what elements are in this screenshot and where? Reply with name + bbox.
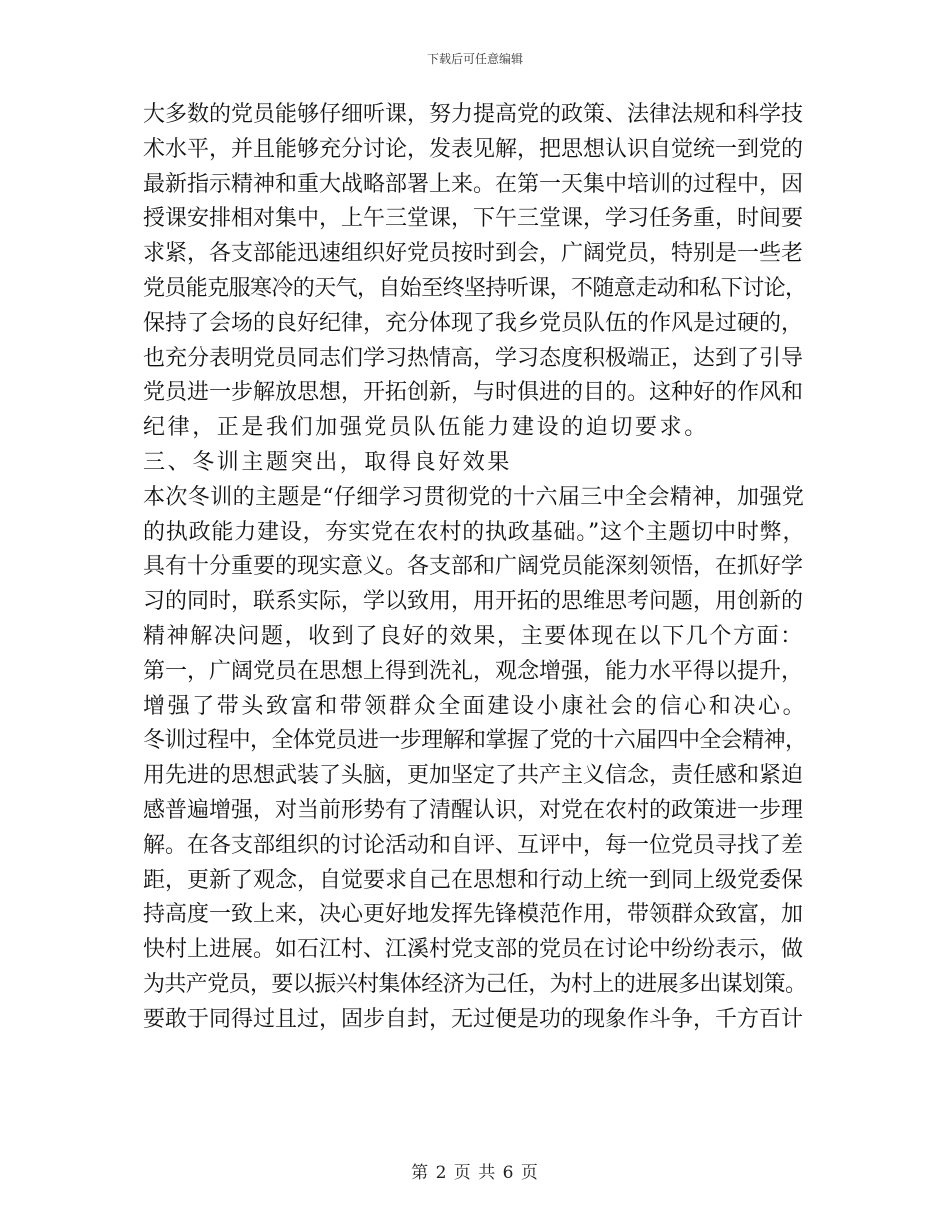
text-line: 为共产党员，要以振兴村集体经济为己任，为村上的进展多出谋划策。	[143, 971, 807, 997]
body-text	[143, 98, 808, 1038]
page-number: 第 2 页 共 6 页	[411, 1163, 539, 1183]
text-line: 习的同时，联系实际，学以致用，用开拓的思维思考问题，用创新的	[143, 589, 804, 615]
text-line: 用先进的思想武装了头脑，更加坚定了共产主义信念，责任感和紧迫	[143, 763, 804, 789]
text-line: 的执政能力建设，夯实党在农村的执政基础。”这个主题切中时弊，	[143, 519, 806, 545]
section-heading: 三、冬训主题突出，取得良好效果	[143, 449, 513, 475]
text-line: 要敢于同得过且过，固步自封，无过便是功的现象作斗争，千方百计	[143, 1006, 804, 1032]
text-line: 党员进一步解放思想，开拓创新，与时俱进的目的。这种好的作风和	[143, 380, 804, 406]
text-line: 大多数的党员能够仔细听课，努力提高党的政策、法律法规和科学技	[143, 102, 804, 127]
text-line: 本次冬训的主题是“仔细学习贯彻党的十六届三中全会精神，加强党	[143, 484, 805, 510]
text-line: 解。在各支部组织的讨论活动和自评、互评中，每一位党员寻找了差	[143, 832, 804, 858]
text-line: 授课安排相对集中，上午三堂课，下午三堂课，学习任务重，时间要	[143, 206, 804, 232]
text-line: 持高度一致上来，决心更好地发挥先锋模范作用，带领群众致富，加	[143, 902, 804, 928]
text-line: 精神解决问题，收到了良好的效果，主要体现在以下几个方面：	[143, 623, 804, 649]
text-line: 距，更新了观念，自觉要求自己在思想和行动上统一到同上级党委保	[143, 867, 804, 893]
text-line: 术水平，并且能够充分讨论，发表见解，把思想认识自觉统一到党的	[143, 136, 804, 162]
text-line: 感普遍增强，对当前形势有了清醒认识，对党在农村的政策进一步理	[143, 797, 804, 823]
page-header: 下载后可任意编辑	[426, 52, 523, 66]
text-line: 第一，广阔党员在思想上得到洗礼，观念增强，能力水平得以提升，	[143, 658, 804, 684]
text-line: 也充分表明党员同志们学习热情高，学习态度积极端正，达到了引导	[143, 345, 804, 371]
text-line: 增强了带头致富和带领群众全面建设小康社会的信心和决心。	[143, 693, 808, 719]
text-line: 求紧，各支部能迅速组织好党员按时到会，广阔党员，特别是一些老	[143, 241, 804, 267]
text-line: 党员能克服寒冷的天气，自始至终坚持听课，不随意走动和私下讨论，	[143, 275, 807, 301]
text-line: 纪律，正是我们加强党员队伍能力建设的迫切要求。	[143, 415, 709, 441]
text-line: 保持了会场的良好纪律，充分体现了我乡党员队伍的作风是过硬的，	[143, 310, 804, 336]
text-line: 具有十分重要的现实意义。各支部和广阔党员能深刻领悟，在抓好学	[143, 554, 804, 580]
text-line: 最新指示精神和重大战略部署上来。在第一天集中培训的过程中，因	[143, 171, 804, 197]
text-line: 冬训过程中，全体党员进一步理解和掌握了党的十六届四中全会精神，	[143, 728, 807, 754]
text-line: 快村上进展。如石江村、江溪村党支部的党员在讨论中纷纷表示，做	[143, 937, 804, 963]
